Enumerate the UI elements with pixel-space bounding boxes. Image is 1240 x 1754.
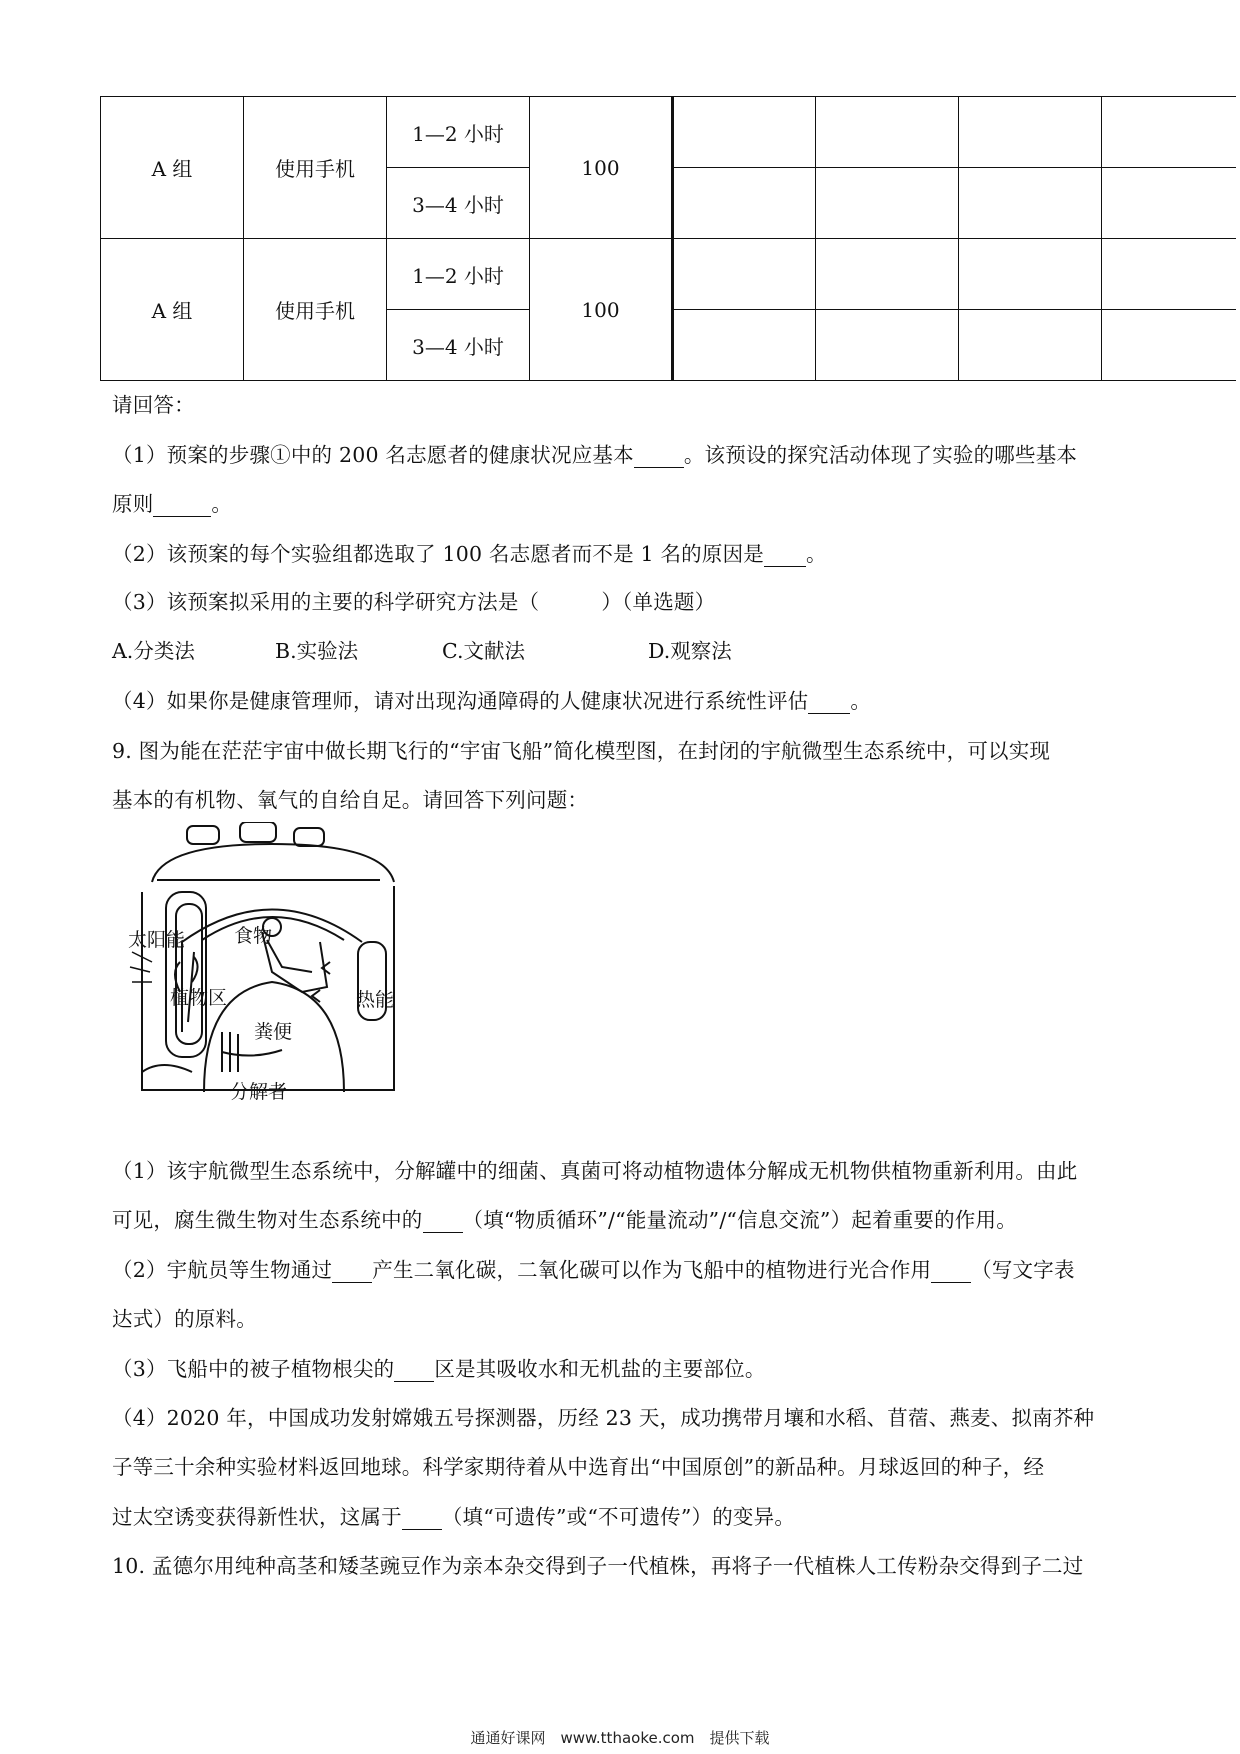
- blank-cell: [1102, 97, 1236, 168]
- label-food: 食物: [234, 925, 273, 947]
- blank-cell: [1102, 239, 1236, 310]
- sub-question-3-text-a: （3）飞船中的被子植物根尖的: [112, 1357, 395, 1381]
- option-c[interactable]: C.文献法: [442, 639, 525, 663]
- answer-blank[interactable]: [634, 443, 684, 468]
- question-3: （3）该预案拟采用的主要的科学研究方法是（ ）（单选题）: [112, 590, 716, 614]
- page-footer: 通通好课网 www.tthaoke.com 提供下载: [470, 1729, 770, 1747]
- blank-cell: [673, 239, 816, 310]
- option-b[interactable]: B.实验法: [275, 639, 359, 663]
- blank-cell: [959, 310, 1102, 381]
- sub-question-3: [112, 1352, 766, 1382]
- question-2-text-a: （2）该预案的每个实验组都选取了 100 名志愿者而不是 1 名的原因是: [112, 542, 764, 566]
- condition-cell: 使用手机: [244, 239, 387, 381]
- answer-blank[interactable]: [808, 689, 850, 714]
- experiment-table: [100, 96, 1236, 381]
- sub-question-1-text-b: 可见，腐生微生物对生态系统中的: [112, 1208, 423, 1232]
- blank-cell: [673, 168, 816, 239]
- blank-cell: [673, 97, 816, 168]
- sub-question-4-line-2: 子等三十余种实验材料返回地球。科学家期待着从中选育出“中国原创”的新品种。月球返回的种子，经: [112, 1455, 1045, 1479]
- label-feces: 粪便: [254, 1021, 293, 1043]
- blank-cell: [816, 239, 959, 310]
- duration-cell: 1—2 小时: [387, 97, 530, 168]
- top-cap-shape: [187, 826, 219, 844]
- blank-cell: [673, 310, 816, 381]
- answer-blank[interactable]: [153, 492, 211, 517]
- blank-cell: [1102, 310, 1236, 381]
- sub-question-2-text-a: （2）宇航员等生物通过: [112, 1258, 333, 1282]
- question-1-text-d: 。: [211, 492, 233, 516]
- answer-blank[interactable]: [394, 1357, 434, 1382]
- question-1-line-1: [112, 438, 1077, 468]
- group-cell: A 组: [101, 239, 244, 381]
- duration-cell: 1—2 小时: [387, 239, 530, 310]
- question-1-line-2: [112, 487, 232, 517]
- answer-blank[interactable]: [931, 1258, 971, 1283]
- label-solar: 太阳能: [128, 929, 186, 951]
- sub-question-2-line-1: [112, 1253, 1075, 1283]
- question-1-text-c: 原则: [112, 492, 154, 516]
- sub-question-1-line-1: （1）该宇航微型生态系统中，分解罐中的细菌、真菌可将动植物遗体分解成无机物供植物重新利用。由此: [112, 1159, 1078, 1183]
- sub-question-4-text-c: 过太空诱变获得新性状，这属于: [112, 1505, 402, 1529]
- heat-arrows: [312, 962, 330, 1002]
- sub-question-1-text-c: （填“物质循环”/“能量流动”/“信息交流”）起着重要的作用。: [462, 1208, 1017, 1232]
- blank-cell: [816, 310, 959, 381]
- answer-blank[interactable]: [764, 542, 806, 567]
- table-row: [101, 239, 1236, 310]
- table-row: [101, 97, 1236, 168]
- question-2-text-b: 。: [805, 542, 827, 566]
- sub-question-2-line-2: 达式）的原料。: [112, 1307, 257, 1331]
- sub-question-3-text-b: 区是其吸收水和无机盐的主要部位。: [434, 1357, 766, 1381]
- blank-cell: [959, 168, 1102, 239]
- group-cell: A 组: [101, 97, 244, 239]
- prompt-text: 请回答：: [112, 393, 195, 417]
- sub-question-2-text-b: 产生二氧化碳，二氧化碳可以作为飞船中的植物进行光合作用: [372, 1258, 932, 1282]
- spacecraft-diagram: [122, 822, 412, 1122]
- blank-cell: [959, 97, 1102, 168]
- question-4: [112, 684, 871, 714]
- problem-9-line-1: 9. 图为能在茫茫宇宙中做长期飞行的“宇宙飞船”简化模型图，在封闭的宇航微型生态系统中，可以实现: [112, 739, 1051, 763]
- blank-cell: [816, 97, 959, 168]
- sub-question-1-line-2: [112, 1203, 1017, 1233]
- blank-cell: [1102, 168, 1236, 239]
- plant-tank-shape: [166, 892, 206, 1057]
- duration-cell: 3—4 小时: [387, 310, 530, 381]
- question-1-text-a: （1）预案的步骤①中的 200 名志愿者的健康状况应基本: [112, 443, 634, 467]
- sub-question-2-text-c: （写文字表: [971, 1258, 1075, 1282]
- sub-question-4-line-1: （4）2020 年，中国成功发射嫦娥五号探测器，历经 23 天，成功携带月壤和水稻、苜蓿、燕麦、拟南芥种: [112, 1406, 1095, 1430]
- base-shape: [142, 1065, 192, 1072]
- count-cell: 100: [530, 239, 673, 381]
- condition-cell: 使用手机: [244, 97, 387, 239]
- question-4-text-b: 。: [850, 689, 872, 713]
- answer-blank[interactable]: [402, 1505, 442, 1530]
- answer-blank[interactable]: [332, 1258, 372, 1283]
- option-d[interactable]: D.观察法: [648, 639, 732, 663]
- answer-blank[interactable]: [423, 1208, 463, 1233]
- label-heat: 热能: [356, 989, 395, 1011]
- ray-shape: [130, 967, 150, 972]
- sub-question-4-text-d: （填“可遗传”或“不可遗传”）的变异。: [441, 1505, 796, 1529]
- question-4-text-a: （4）如果你是健康管理师，请对出现沟通障碍的人健康状况进行系统性评估: [112, 689, 809, 713]
- question-1-text-b: 。该预设的探究活动体现了实验的哪些基本: [683, 443, 1078, 467]
- blank-cell: [959, 239, 1102, 310]
- label-plant-zone: 植物区: [170, 987, 228, 1009]
- sub-question-4-line-3: [112, 1500, 795, 1530]
- plant-tank-inner-shape: [176, 904, 202, 1044]
- blank-cell: [816, 168, 959, 239]
- duration-cell: 3—4 小时: [387, 168, 530, 239]
- top-cap-shape: [294, 828, 324, 846]
- count-cell: 100: [530, 97, 673, 239]
- problem-9-line-2: 基本的有机物、氧气的自给自足。请回答下列问题：: [112, 788, 589, 812]
- problem-10: 10. 孟德尔用纯种高茎和矮茎豌豆作为亲本杂交得到子一代植株，再将子一代植株人工传粉杂交得到子二过: [112, 1554, 1084, 1578]
- astronaut-body-shape: [267, 940, 312, 972]
- label-decomposer: 分解者: [230, 1081, 288, 1103]
- top-cap-shape: [240, 822, 276, 842]
- question-2: [112, 537, 827, 567]
- option-a[interactable]: A.分类法: [112, 639, 195, 663]
- hull-dome-shape: [152, 844, 394, 882]
